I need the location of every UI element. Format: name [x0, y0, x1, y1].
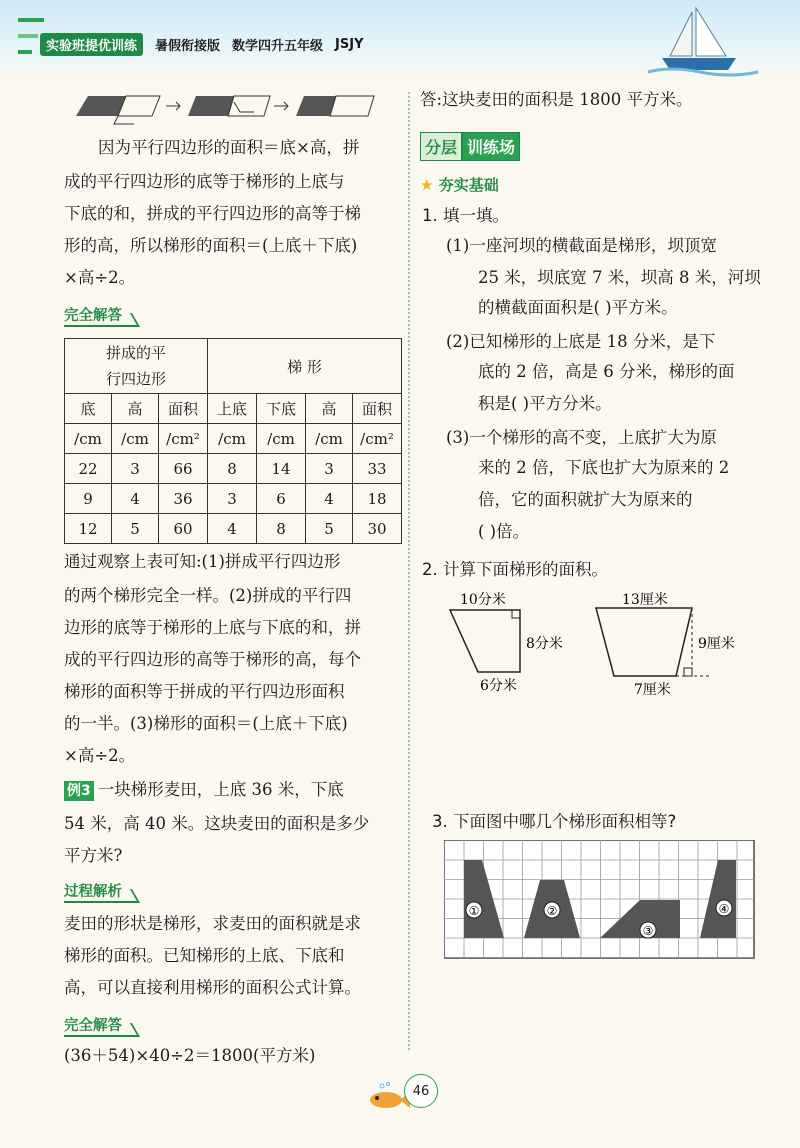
explain-line: 形的高，所以梯形的面积＝(上底＋下底): [64, 236, 358, 255]
arrow-right-icon: [274, 102, 288, 110]
arrow-right-icon: [166, 102, 180, 110]
page-number: 46: [404, 1074, 438, 1108]
explain-line: 因为平行四边形的面积＝底×高，拼: [98, 138, 360, 157]
trapezoid-label-4: ④: [718, 902, 730, 916]
q1-line: 的横截面面积是( )平方米。: [478, 298, 678, 317]
table-row: 9 4 36 3 6 4 18: [65, 484, 402, 514]
calc-line: (36＋54)×40÷2＝1800(平方米): [64, 1046, 316, 1065]
fish-mascot-icon: [364, 1082, 410, 1110]
explain-line: 成的平行四边形的底等于梯形的上底与: [64, 172, 345, 191]
process-line: 麦田的形状是梯形，求麦田的面积就是求: [64, 914, 361, 933]
series-title: 实验班提优训练: [40, 33, 143, 56]
example-line: 54 米，高 40 米。这块麦田的面积是多少: [64, 814, 370, 833]
q1-line: (1)一座河坝的横截面是梯形，坝顶宽: [446, 236, 717, 255]
fig1-top-label: 10分米: [460, 592, 506, 608]
table-row: 12 5 60 4 8 5 30: [65, 514, 402, 544]
diagram-step-1: [76, 96, 160, 124]
table-header-row: 底 高 面积 上底 下底 高 面积: [65, 394, 402, 424]
question-3-title: 3. 下面图中哪几个梯形面积相等?: [432, 812, 677, 831]
table-group-trapezoid: 梯 形: [208, 339, 402, 394]
question-1-title: 1. 填一填。: [422, 206, 509, 225]
trapezoid-grid: [444, 840, 756, 960]
edition-label: 暑假衔接版: [155, 38, 221, 54]
table-row: 22 3 66 8 14 3 33: [65, 454, 402, 484]
q1-line: 底的 2 倍，高是 6 分米，梯形的面: [478, 362, 735, 381]
table-group-parallelogram: 拼成的平 行四边形: [65, 339, 208, 394]
trapezoid-to-parallelogram-diagram: [74, 88, 384, 128]
observe-line: 梯形的面积等于拼成的平行四边形面积: [64, 682, 345, 701]
solution-table: [64, 338, 402, 544]
trapezoid-label-1: ①: [468, 904, 480, 918]
q1-line: 25 米，坝底宽 7 米，坝高 8 米，河坝: [478, 268, 761, 287]
q1-line: 积是( )平方分米。: [478, 394, 612, 413]
layer-training-title: 分层 训练场: [420, 132, 520, 161]
example-line: 例3 一块梯形麦田，上底 36 米，下底: [64, 780, 344, 801]
column-divider: [408, 92, 410, 1050]
trapezoid-figures: [430, 588, 780, 698]
basic-section-title: ★ 夯实基础: [420, 176, 499, 194]
process-analysis-tag: 过程解析: [64, 880, 130, 903]
page-header: [0, 0, 800, 78]
q1-line: 倍，它的面积就扩大为原来的: [478, 490, 693, 509]
example-badge: 例3: [64, 781, 94, 801]
explain-line: ×高÷2。: [64, 268, 136, 287]
trapezoid-figure-1: [450, 591, 563, 694]
diagram-step-3: [296, 96, 374, 116]
question-2-title: 2. 计算下面梯形的面积。: [422, 560, 608, 579]
sailboat-icon: [640, 6, 760, 78]
q1-line: (2)已知梯形的上底是 18 分米，是下: [446, 332, 716, 351]
explain-line: 下底的和，拼成的平行四边形的高等于梯: [64, 204, 361, 223]
answer-line: 答:这块麦田的面积是 1800 平方米。: [420, 90, 693, 109]
full-answer-tag: 完全解答: [64, 1014, 130, 1037]
observe-line: 成的平行四边形的高等于梯形的高，每个: [64, 650, 361, 669]
trapezoid-label-3: ③: [642, 924, 654, 938]
fig2-height-label: 9厘米: [698, 636, 735, 652]
fig1-height-label: 8分米: [526, 636, 563, 652]
process-line: 梯形的面积。已知梯形的上底、下底和: [64, 946, 345, 965]
observe-line: 边形的底等于梯形的上底与下底的和，拼: [64, 618, 361, 637]
q1-line: 来的 2 倍，下底也扩大为原来的 2: [478, 458, 730, 477]
q1-line: (3)一个梯形的高不变，上底扩大为原: [446, 428, 717, 447]
full-answer-tag: 完全解答: [64, 304, 130, 327]
observe-line: 的一半。(3)梯形的面积＝(上底＋下底): [64, 714, 348, 733]
fig1-bottom-label: 6分米: [480, 678, 517, 694]
star-icon: ★: [420, 176, 434, 194]
header-band: [40, 32, 364, 56]
fig2-bottom-label: 7厘米: [634, 682, 671, 698]
observe-line: 通过观察上表可知:(1)拼成平行四边形: [64, 552, 341, 571]
subject-label: 数学四升五年级: [232, 38, 324, 54]
fig2-top-label: 13厘米: [622, 592, 668, 608]
q1-line: ( )倍。: [478, 522, 530, 541]
diagram-step-2: [188, 96, 270, 116]
observe-line: ×高÷2。: [64, 746, 136, 765]
table-unit-row: /cm /cm /cm² /cm /cm /cm /cm²: [65, 424, 402, 454]
trapezoid-label-2: ②: [546, 904, 558, 918]
example-line: 平方米?: [64, 846, 123, 865]
code-label: JSJY: [335, 36, 364, 52]
trapezoid-figure-2: [596, 591, 735, 698]
process-line: 高，可以直接利用梯形的面积公式计算。: [64, 978, 361, 997]
observe-line: 的两个梯形完全一样。(2)拼成的平行四: [64, 586, 352, 605]
